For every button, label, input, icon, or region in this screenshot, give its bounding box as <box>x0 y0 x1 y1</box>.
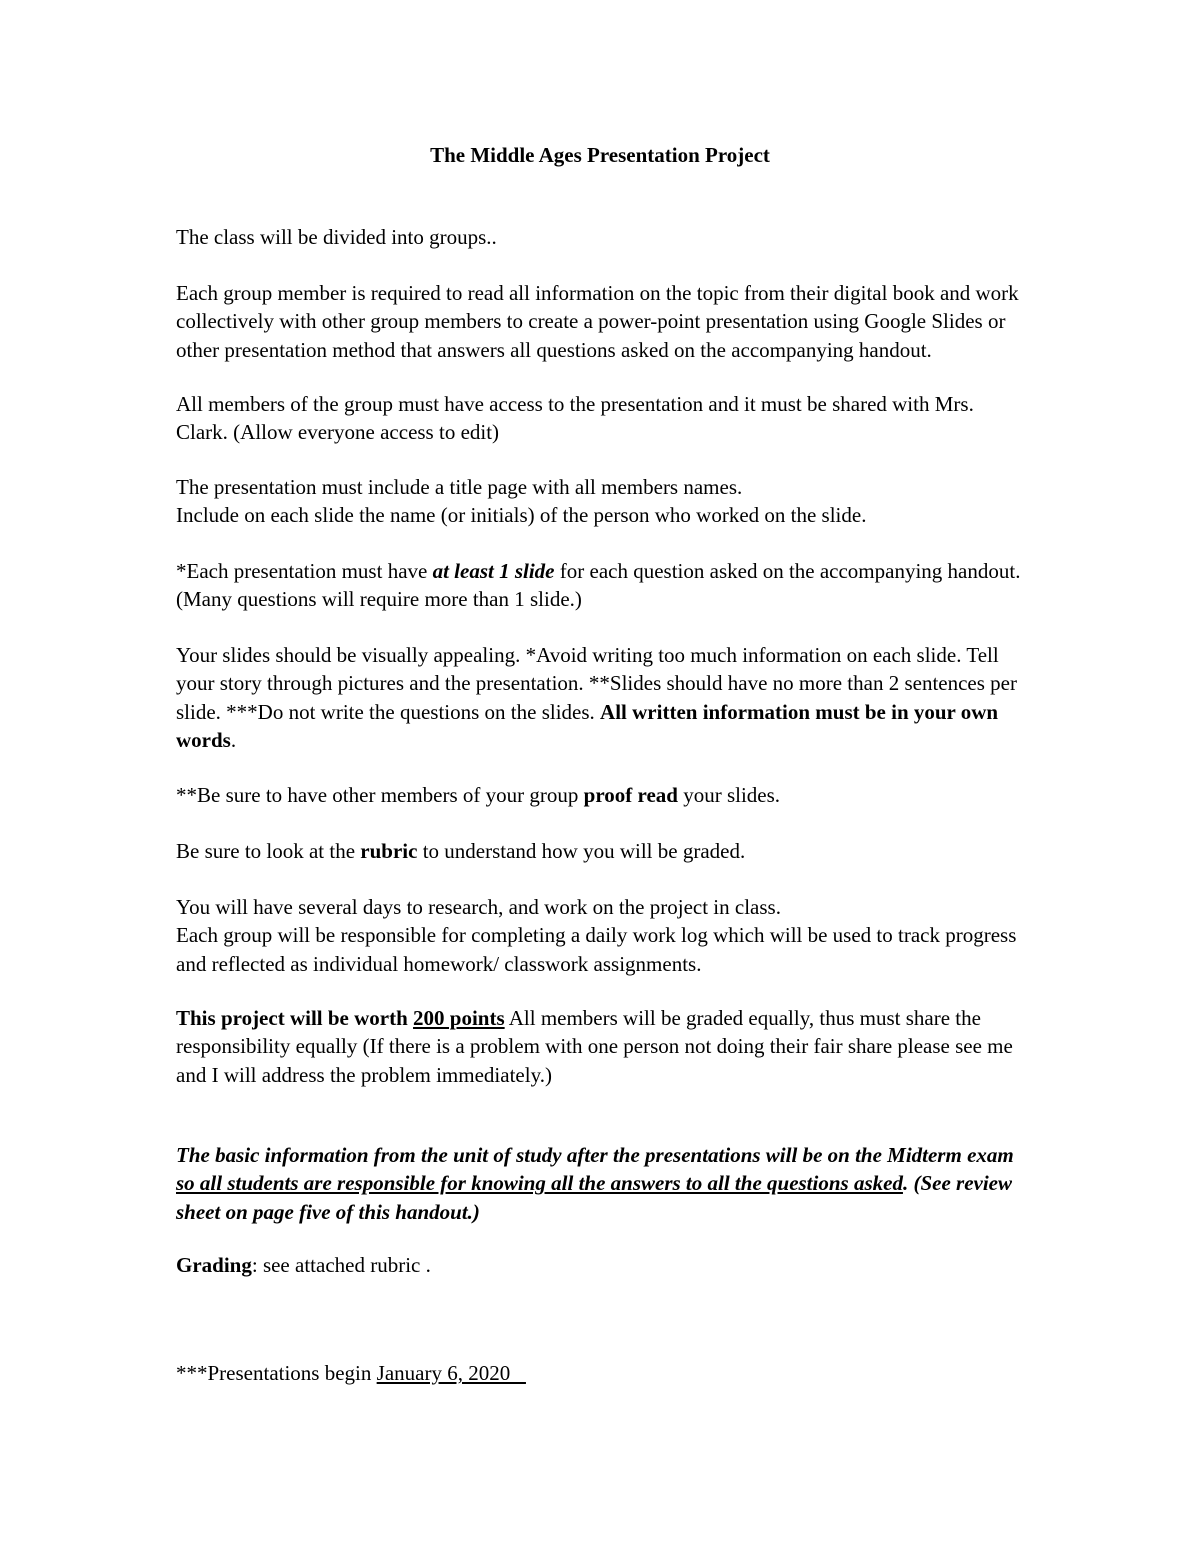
document-title: The Middle Ages Presentation Project <box>430 143 770 167</box>
paragraph-line: Your slides should be visually appealing. *Avoid writing too much information on each slide. Tell <box>176 643 999 667</box>
paragraph-rubric <box>176 837 1136 865</box>
text-run: *Each presentation must have <box>176 559 433 583</box>
paragraph-line: All members of the group must have access to the presentation and it must be shared with Mrs. <box>176 392 974 416</box>
paragraph-presentation-date <box>176 1359 1136 1387</box>
text-run: Be sure to look at the <box>176 839 361 863</box>
paragraph-slide-count <box>176 557 1136 614</box>
paragraph-groups <box>176 223 1136 251</box>
paragraph-line: Include on each slide the name (or initials) of the person who worked on the slide. <box>176 503 867 528</box>
paragraph-line: and I will address the problem immediately.) <box>176 1062 552 1087</box>
paragraph-line <box>176 557 1136 585</box>
paragraph-line <box>176 1004 1136 1032</box>
paragraph-line: sheet on page five of this handout.) <box>176 1199 480 1224</box>
paragraph-line <box>176 1251 1136 1279</box>
paragraph-line <box>176 837 1136 865</box>
paragraph-line <box>176 1169 1136 1197</box>
paragraph-line: (Many questions will require more than 1 slide.) <box>176 587 582 612</box>
paragraph-line: collectively with other group members to create a power-point presentation using Google Slides or <box>176 309 1006 334</box>
emphasis-text: at least 1 slide <box>432 559 555 583</box>
text-run: slide. ***Do not write the questions on the slides. <box>176 699 601 724</box>
paragraph-line <box>176 698 1136 726</box>
bold-text: rubric <box>360 839 418 863</box>
paragraph-work-log <box>176 893 1136 978</box>
paragraph-proof-read <box>176 781 1136 809</box>
bold-text: Grading <box>176 1253 252 1277</box>
paragraph-line: The basic information from the unit of study after the presentations will be on the Midterm exam <box>176 1143 1014 1167</box>
paragraph-line: Clark. (Allow everyone access to edit) <box>176 420 500 445</box>
bold-text: proof read <box>583 783 678 807</box>
paragraph-points <box>176 1004 1136 1089</box>
text-run: . <box>230 728 237 753</box>
paragraph-line: The class will be divided into groups.. <box>176 225 497 249</box>
text-run: your slides. <box>677 783 781 807</box>
paragraph-line: The presentation must include a title page with all members names. <box>176 475 743 499</box>
text-run: . (See review <box>902 1171 1012 1196</box>
paragraph-line: and reflected as individual homework/ classwork assignments. <box>176 951 702 976</box>
paragraph-grading <box>176 1251 1136 1279</box>
paragraph-line <box>176 1359 1136 1387</box>
paragraph-access <box>176 390 1136 447</box>
paragraph-line <box>176 726 1136 754</box>
bold-text: words <box>176 728 231 753</box>
paragraph-reading <box>176 279 1136 364</box>
paragraph-line: other presentation method that answers all questions asked on the accompanying handout. <box>176 337 932 362</box>
paragraph-line <box>176 781 1136 809</box>
bold-text: All written information must be in your own <box>600 699 999 724</box>
bold-text: This project will be worth <box>176 1006 414 1030</box>
paragraph-line: You will have several days to research, and work on the project in class. <box>176 895 781 919</box>
paragraph-line: responsibility equally (If there is a problem with one person not doing their fair share please see me <box>176 1034 1013 1059</box>
paragraph-line: your story through pictures and the presentation. **Slides should have no more than 2 sentences per <box>176 671 1017 696</box>
points-value: 200 points <box>413 1006 505 1030</box>
presentation-date: January 6, 2020 <box>376 1361 526 1385</box>
text-run: to understand how you will be graded. <box>417 839 746 863</box>
paragraph-visual-appeal <box>176 641 1136 755</box>
paragraph-title-page <box>176 473 1136 530</box>
text-run: ***Presentations begin <box>176 1361 377 1385</box>
text-run: : see attached rubric . <box>251 1253 431 1277</box>
text-run: **Be sure to have other members of your group <box>176 783 584 807</box>
underlined-text: so all students are responsible for knowing all the answers to all the questions asked <box>176 1171 903 1196</box>
paragraph-midterm <box>176 1141 1136 1226</box>
paragraph-line: Each group will be responsible for completing a daily work log which will be used to track progress <box>176 923 1017 948</box>
paragraph-line: Each group member is required to read all information on the topic from their digital book and work <box>176 281 1019 305</box>
text-run: All members will be graded equally, thus must share the <box>504 1006 981 1030</box>
text-run: for each question asked on the accompanying handout. <box>554 559 1021 583</box>
